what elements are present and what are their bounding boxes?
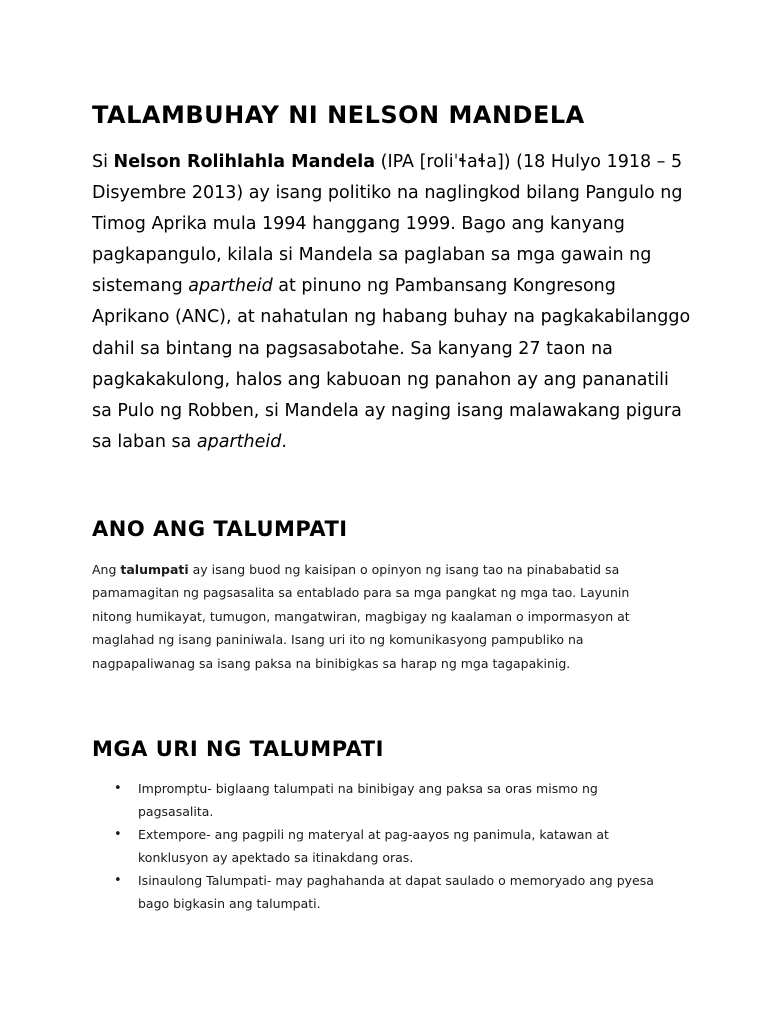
list-item-text: Extempore- ang pagpili ng materyal at pag-aayos ng panimula, katawan at konklusyon ay apektado sa itinakdang oras. bbox=[138, 827, 609, 865]
text-end: . bbox=[281, 431, 287, 452]
list-item bbox=[114, 777, 654, 823]
bullet-icon: • bbox=[114, 827, 122, 842]
bullet-icon: • bbox=[114, 873, 122, 888]
paragraph-talumpati bbox=[92, 558, 672, 675]
bullet-icon: • bbox=[114, 781, 122, 796]
text-pre-name: Si bbox=[92, 152, 114, 172]
heading-talambuhay: TALAMBUHAY NI NELSON MANDELA bbox=[92, 101, 585, 129]
text-pre: Ang bbox=[92, 562, 121, 577]
list-item-text: Isinaulong Talumpati- may paghahanda at dapat saulado o memoryado ang pyesa bago bigkasin ang talumpati. bbox=[138, 873, 654, 911]
text-post: ay isang buod ng kaisipan o opinyon ng isang tao na pinababatid sa pamamagitan ng pagsasalita sa entablado para sa mga pangkat ng mga tao. Layunin nitong humikayat, tumugon, mangatwiran, magbigay ng kaalaman o impormasyon at maglahad ng isang paniniwala. Isang uri ito ng komunikasyong pampubliko na nagpapaliwanag sa isang paksa na binibigkas sa harap ng mga tagapakinig. bbox=[92, 562, 630, 671]
list-item bbox=[114, 823, 654, 869]
list-item bbox=[114, 869, 654, 915]
text-term-apartheid-2: apartheid bbox=[196, 431, 282, 452]
heading-mga-uri: MGA URI NG TALUMPATI bbox=[92, 737, 384, 761]
text-term-talumpati: talumpati bbox=[120, 562, 189, 577]
paragraph-talambuhay bbox=[92, 147, 692, 458]
text-name: Nelson Rolihlahla Mandela bbox=[113, 152, 376, 172]
heading-ano-ang-talumpati: ANO ANG TALUMPATI bbox=[92, 517, 348, 541]
text-part1: (IPA [roliˈɬaɬa]) (18 Hulyo 1918 – 5 Disyembre 2013) ay isang politiko na naglingkod bilang Pangulo ng Timog Aprika mula 1994 hanggang 1999. Bago ang kanyang pagkapangulo, kilala si Mandela sa paglaban sa mga gawain ng sistemang bbox=[92, 152, 683, 297]
list-mga-uri bbox=[114, 777, 654, 915]
list-item-text: Impromptu- biglaang talumpati na binibigay ang paksa sa oras mismo ng pagsasalita. bbox=[138, 781, 598, 819]
text-part2: at pinuno ng Pambansang Kongresong Aprikano (ANC), at nahatulan ng habang buhay na pagkakabilanggo dahil sa bintang na pagsasabotahe. Sa kanyang 27 taon na pagkakakulong, halos ang kabuoan ng panahon ay ang pananatili sa Pulo ng Robben, si Mandela ay naging isang malawakang pigura sa laban sa bbox=[92, 276, 691, 452]
text-term-apartheid-1: apartheid bbox=[188, 276, 273, 297]
